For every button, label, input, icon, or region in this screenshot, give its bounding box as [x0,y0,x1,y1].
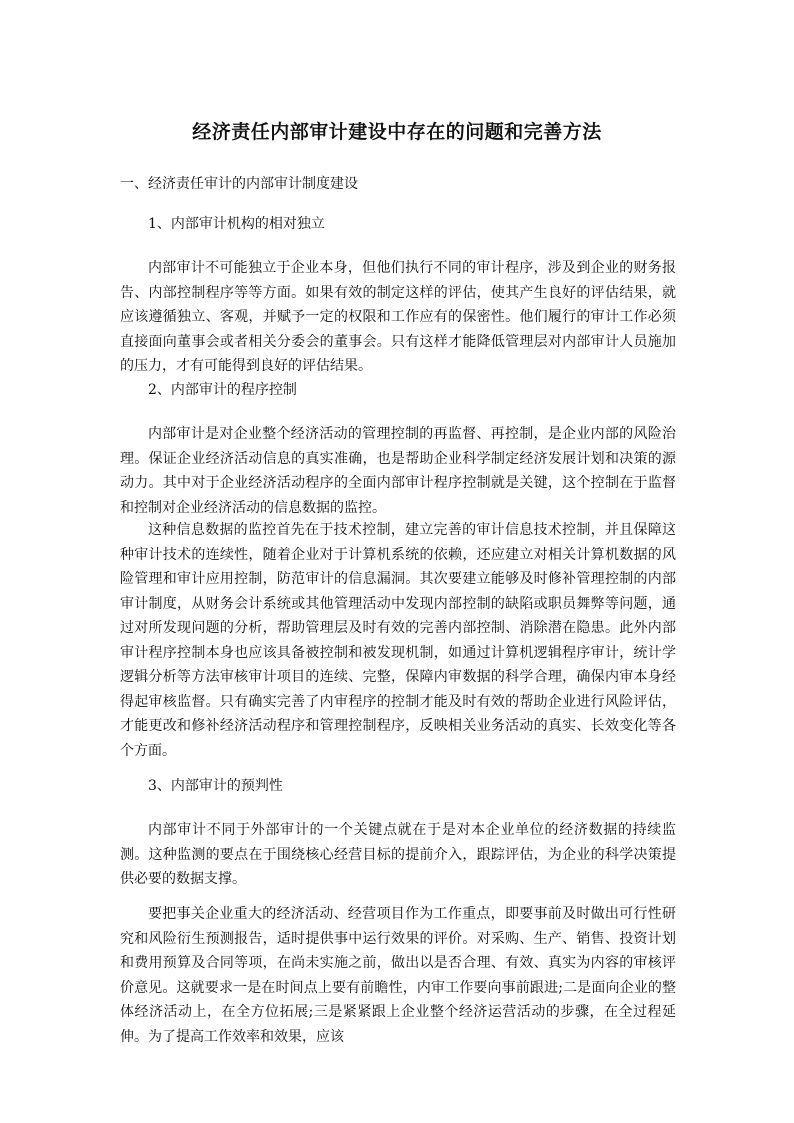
subheading-2: 2、内部审计的程序控制 [148,382,297,398]
paragraph-3: 这种信息数据的监控首先在于技术控制，建立完善的审计信息技术控制，并且保障这种审计技术的连续性，随着企业对于计算机系统的依赖，还应建立对相关计算机数据的风险管理和审计应用控制，防范审计的信息漏洞。其次要建立能够及时修补管理控制的内部审计制度，从财务会计系统或其他管理活动中发现内部控制的缺陷或职员舞弊等问题，通过对所发现问题的分析，帮助管理层及时有效的完善内部控制、消除潜在隐患。此外内部审计程序控制本身也应该具备被控制和被发现机制，如通过计算机逻辑程序审计，统计学逻辑分析等方法审核审计项目的连续、完整，保障内审数据的科学合理，确保内审本身经得起审核监督。只有确实完善了内审程序的控制才能及时有效的帮助企业进行风险评估，才能更改和修补经济活动程序和管理控制程序，反映相关业务活动的真实、长效变化等各个方面。 [120,522,676,759]
document-title: 经济责任内部审计建设中存在的问题和完善方法 [192,121,602,143]
paragraph-5: 要把事关企业重大的经济活动、经营项目作为工作重点，即要事前及时做出可行性研究和风险衍生预测报告，适时提供事中运行效果的评价。对采购、生产、销售、投资计划和费用预算及合同等项，在尚未实施之前，做出以是否合理、有效、真实为内容的审核评价意见。这就要求一是在时间点上要有前瞻性，内审工作要向事前跟进;二是面向企业的整体经济活动上，在全方位拓展;三是紧紧跟上企业整个经济运营活动的步骤，在全过程延伸。为了提高工作效率和效果，应该 [120,906,676,1045]
subheading-3: 3、内部审计的预判性 [148,778,283,794]
subheading-1: 1、内部审计机构的相对独立 [148,216,325,232]
section-heading: 一、经济责任审计的内部审计制度建设 [120,176,358,192]
paragraph-1: 内部审计不可能独立于企业本身，但他们执行不同的审计程序，涉及到企业的财务报告、内部控制程序等等方面。如果有效的制定这样的评估，使其产生良好的评估结果，就应该遵循独立、客观，并赋予一定的权限和工作应有的保密性。他们履行的审计工作必须直接面向董事会或者相关分委会的董事会。只有这样才能降低管理层对内部审计人员施加的压力，才有可能得到良好的评估结果。 [120,260,676,374]
paragraph-2: 内部审计是对企业整个经济活动的管理控制的再监督、再控制，是企业内部的风险治理。保证企业经济活动信息的真实准确，也是帮助企业科学制定经济发展计划和决策的源动力。其中对于企业经济活动程序的全面内部审计程序控制就是关键，这个控制在于监督和控制对企业经济活动的信息数据的监控。 [120,426,676,516]
paragraph-4: 内部审计不同于外部审计的一个关键点就在于是对本企业单位的经济数据的持续监测。这种监测的要点在于围绕核心经营目标的提前介入，跟踪评估，为企业的科学决策提供必要的数据支撑。 [120,822,676,887]
